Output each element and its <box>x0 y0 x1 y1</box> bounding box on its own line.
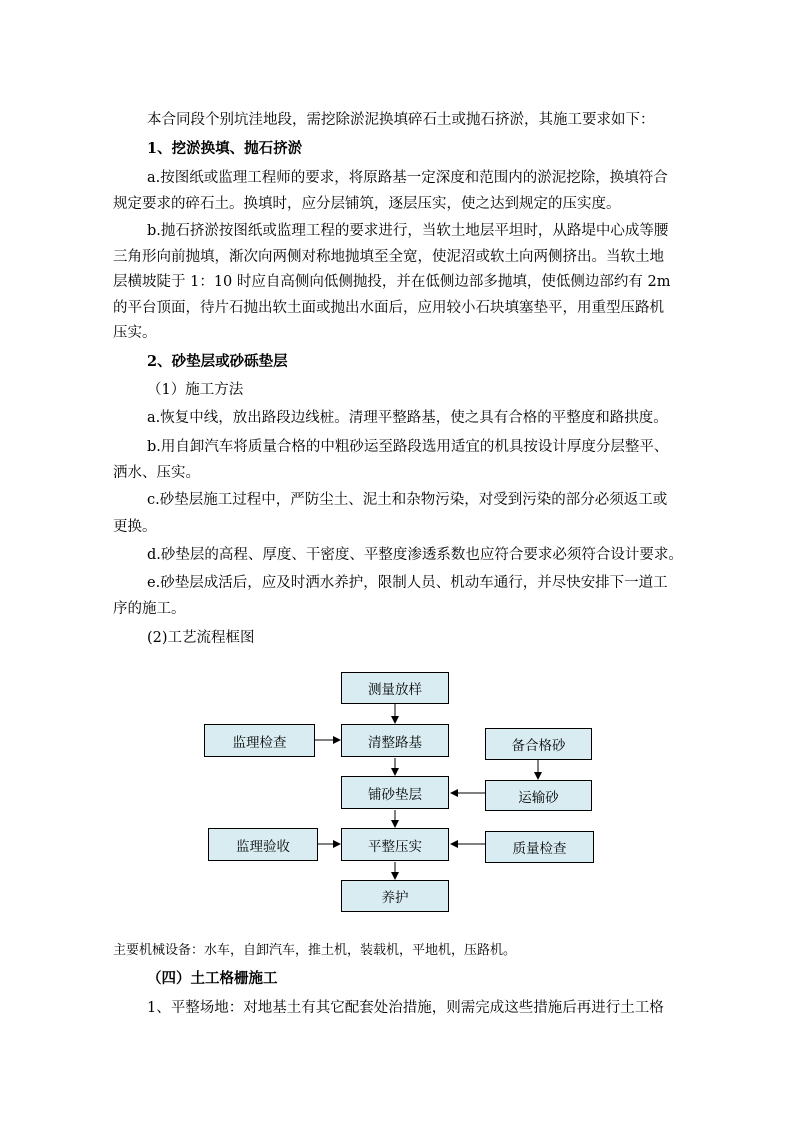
item-d2: d.砂垫层的高程、厚度、干密度、平整度渗透系数也应符合要求必须符合设计要求。 <box>147 547 683 563</box>
item-b1-line1: b.抛石挤淤按图纸或监理工程的要求进行，当软土地层平坦时，从路堤中心成等腰 <box>147 223 669 239</box>
step-level-site: 1、平整场地：对地基土有其它配套处治措施，则需完成这些措施后再进行土工格 <box>147 1000 664 1016</box>
item-b1-line2: 三角形向前抛填，渐次向两侧对称地抛填至全宽，使泥沼或软土向两侧挤出。当软土地 <box>113 249 664 265</box>
subheading-flowchart: (2)工艺流程框图 <box>147 630 255 646</box>
item-b2-line2: 洒水、压实。 <box>113 465 200 481</box>
item-a1-line1: a.按图纸或监理工程师的要求，将原路基一定深度和范围内的淤泥挖除，换填符合 <box>147 170 668 186</box>
box-cure: 养护 <box>341 880 449 912</box>
heading-sand-cushion: 2、砂垫层或砂砾垫层 <box>147 353 288 370</box>
box-supervisor-check: 监理检查 <box>204 724 315 757</box>
item-b2-line1: b.用自卸汽车将质量合格的中粗砂运至路段选用适宜的机具按设计厚度分层整平、 <box>147 439 669 455</box>
subheading-method: （1）施工方法 <box>147 382 244 398</box>
heading-geogrid: （四）土工格栅施工 <box>147 970 278 987</box>
box-prepare-sand: 备合格砂 <box>485 728 592 760</box>
equipment-list: 主要机械设备：水车，自卸汽车，推土机，装载机，平地机，压路机。 <box>113 943 517 958</box>
item-e2-line2: 序的施工。 <box>113 601 186 617</box>
item-b1-line3: 层横坡陡于 1：10 时应自高侧向低侧抛投，并在低侧边部多抛填，使低侧边部约有 2m <box>113 274 671 290</box>
box-supervisor-accept: 监理验收 <box>208 828 318 861</box>
item-b1-line4: 的平台顶面，待片石抛出软土面或抛出水面后，应用较小石块填塞垫平，用重型压路机 <box>113 300 664 316</box>
heading-dredge-fill: 1、挖淤换填、抛石挤淤 <box>147 140 303 157</box>
item-a1-line2: 规定要求的碎石土。换填时，应分层铺筑，逐层压实，使之达到规定的压实度。 <box>113 196 621 212</box>
item-a2: a.恢复中线，放出路段边线桩。清理平整路基，使之具有合格的平整度和路拱度。 <box>147 410 668 426</box>
item-e2-line1: e.砂垫层成活后，应及时洒水养护，限制人员、机动车通行，并尽快安排下一道工 <box>147 575 668 591</box>
box-transport-sand: 运输砂 <box>485 780 592 811</box>
intro-paragraph: 本合同段个别坑洼地段，需挖除淤泥换填碎石土或抛石挤淤，其施工要求如下： <box>147 112 655 128</box>
box-survey: 测量放样 <box>341 672 449 704</box>
item-c2-line1: c.砂垫层施工过程中，严防尘土、泥土和杂物污染，对受到污染的部分必须返工或 <box>147 492 668 508</box>
box-quality-check: 质量检查 <box>485 831 594 863</box>
item-c2-line2: 更换。 <box>113 519 157 535</box>
box-lay-sand-cushion: 铺砂垫层 <box>341 776 449 809</box>
box-clear-subgrade: 清整路基 <box>341 724 449 757</box>
box-compact: 平整压实 <box>341 828 449 861</box>
item-b1-line5: 压实。 <box>113 325 157 341</box>
